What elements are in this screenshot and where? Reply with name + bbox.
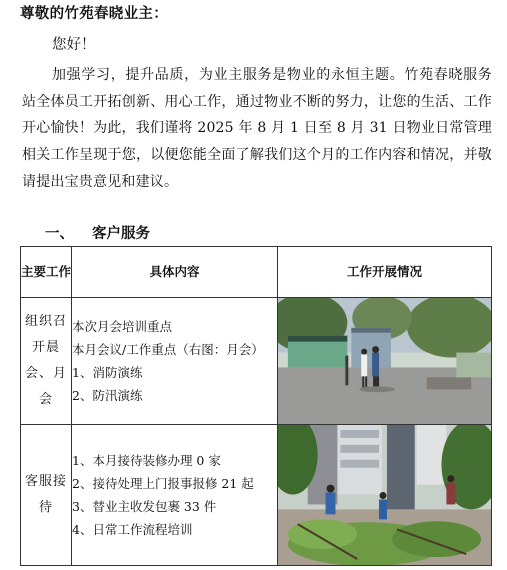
section-title: 客户服务 bbox=[92, 225, 150, 242]
row-photo-cell bbox=[278, 425, 492, 566]
outdoor-meeting-photo bbox=[278, 298, 491, 424]
detail-line: 3、替业主收发包裹 33 件 bbox=[72, 499, 217, 514]
header-details: 具体内容 bbox=[72, 247, 278, 298]
photo-image bbox=[278, 425, 491, 565]
row-topic: 客服接待 bbox=[21, 425, 72, 566]
detail-line: 1、本月接待装修办理 0 家 bbox=[72, 453, 221, 468]
hello-line: 您好！ bbox=[52, 37, 96, 53]
section-heading bbox=[45, 222, 150, 243]
detail-line: 2、防汛演练 bbox=[72, 388, 143, 403]
table-row bbox=[21, 425, 492, 566]
row-details bbox=[72, 425, 278, 566]
photo-image bbox=[278, 298, 491, 424]
header-progress: 工作开展情况 bbox=[278, 247, 492, 298]
detail-line: 本月会议/工作重点（右图：月会） bbox=[72, 342, 264, 357]
row-photo-cell bbox=[278, 298, 492, 425]
section-number: 一、 bbox=[45, 225, 74, 242]
row-topic: 组织召开晨会、月会 bbox=[21, 298, 72, 425]
intro-paragraph: 加强学习，提升品质，为业主服务是物业的永恒主题。竹苑春晓服务站全体员工开拓创新、用心工作，通过物业不断的努力，让您的生活、工作开心愉快！为此，我们谨将 2025 年 8 月 1 日至 8 月 31 日物业日常管理相关工作呈现于您，以便您能全面了解我们这个月的工作内容和情况，并敬请提出宝贵意见和建议。 bbox=[22, 67, 492, 190]
greeting: 尊敬的竹苑春晓业主： bbox=[20, 5, 168, 22]
row-details bbox=[72, 298, 278, 425]
detail-line: 2、接待处理上门报事报修 21 起 bbox=[72, 476, 254, 491]
detail-line: 4、日常工作流程培训 bbox=[72, 522, 193, 537]
detail-line: 1、消防演练 bbox=[72, 365, 143, 380]
detail-line: 本次月会培训重点 bbox=[72, 319, 173, 334]
service-table bbox=[20, 246, 492, 566]
header-main-work: 主要工作 bbox=[21, 247, 72, 298]
table-header-row bbox=[21, 247, 492, 298]
tree-trimming-photo bbox=[278, 425, 491, 565]
table-row bbox=[21, 298, 492, 425]
